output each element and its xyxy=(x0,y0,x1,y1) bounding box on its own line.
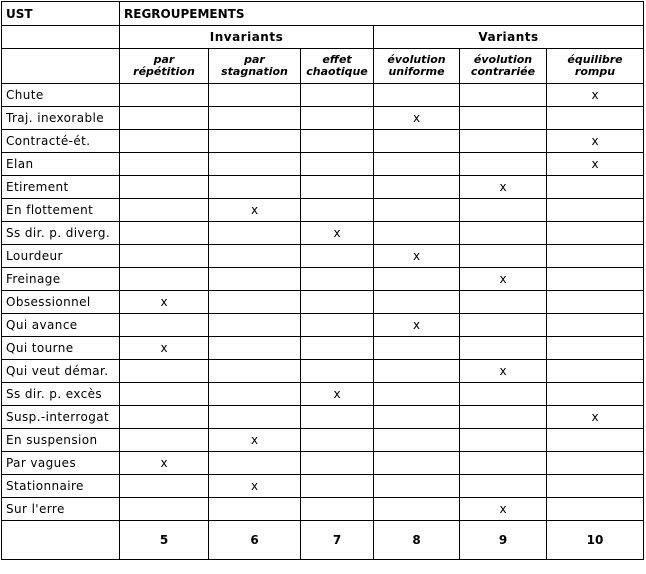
mark-cell xyxy=(460,84,547,107)
column-header-line2: répétition xyxy=(133,65,195,78)
mark-cell xyxy=(301,199,374,222)
header-row-2 xyxy=(2,26,644,49)
mark-cell: x xyxy=(547,84,644,107)
mark-cell xyxy=(120,199,209,222)
mark-cell xyxy=(547,245,644,268)
mark-cell xyxy=(374,429,460,452)
mark-cell xyxy=(120,245,209,268)
mark-cell xyxy=(301,314,374,337)
mark-cell xyxy=(301,475,374,498)
mark-cell xyxy=(120,222,209,245)
mark-cell: x xyxy=(374,245,460,268)
mark-cell xyxy=(460,406,547,429)
mark-cell xyxy=(547,452,644,475)
mark-cell xyxy=(209,84,301,107)
table-row xyxy=(2,107,644,130)
table-row xyxy=(2,130,644,153)
table-row xyxy=(2,176,644,199)
mark-cell xyxy=(374,291,460,314)
table-row xyxy=(2,383,644,406)
mark-cell xyxy=(547,268,644,291)
table-row xyxy=(2,452,644,475)
table-row xyxy=(2,429,644,452)
mark-cell xyxy=(547,291,644,314)
mark-cell xyxy=(547,429,644,452)
total-cell: 10 xyxy=(547,521,644,560)
column-header-line1: équilibre xyxy=(567,53,623,66)
row-label: Par vagues xyxy=(2,452,120,475)
mark-cell: x xyxy=(547,406,644,429)
row-label: Etirement xyxy=(2,176,120,199)
row-label: Sur l'erre xyxy=(2,498,120,521)
column-header xyxy=(374,49,460,84)
mark-cell xyxy=(301,406,374,429)
mark-cell xyxy=(120,130,209,153)
mark-cell: x xyxy=(547,130,644,153)
mark-cell xyxy=(374,199,460,222)
mark-cell xyxy=(209,406,301,429)
mark-cell xyxy=(120,475,209,498)
table-row xyxy=(2,245,644,268)
total-cell: 8 xyxy=(374,521,460,560)
mark-cell xyxy=(301,176,374,199)
column-header xyxy=(301,49,374,84)
mark-cell: x xyxy=(120,291,209,314)
row-label: En suspension xyxy=(2,429,120,452)
mark-cell xyxy=(120,314,209,337)
table-row xyxy=(2,153,644,176)
column-header-line2: uniforme xyxy=(388,65,445,78)
column-header xyxy=(547,49,644,84)
table-row xyxy=(2,222,644,245)
table-row xyxy=(2,475,644,498)
mark-cell: x xyxy=(460,176,547,199)
mark-cell xyxy=(374,268,460,291)
mark-cell xyxy=(547,107,644,130)
mark-cell: x xyxy=(209,429,301,452)
mark-cell xyxy=(547,222,644,245)
mark-cell xyxy=(301,153,374,176)
column-header-line2: rompu xyxy=(574,65,616,78)
mark-cell xyxy=(374,498,460,521)
mark-cell xyxy=(209,107,301,130)
column-header-line1: évolution xyxy=(473,53,533,66)
mark-cell xyxy=(209,153,301,176)
mark-cell xyxy=(460,337,547,360)
mark-cell xyxy=(301,107,374,130)
mark-cell xyxy=(209,176,301,199)
mark-cell: x xyxy=(120,337,209,360)
mark-cell xyxy=(301,360,374,383)
mark-cell xyxy=(301,84,374,107)
mark-cell xyxy=(301,245,374,268)
mark-cell xyxy=(301,498,374,521)
mark-cell xyxy=(120,153,209,176)
mark-cell xyxy=(120,176,209,199)
mark-cell xyxy=(460,199,547,222)
mark-cell xyxy=(374,222,460,245)
mark-cell xyxy=(209,291,301,314)
total-cell: 7 xyxy=(301,521,374,560)
mark-cell xyxy=(460,153,547,176)
mark-cell xyxy=(374,84,460,107)
mark-cell xyxy=(374,406,460,429)
mark-cell xyxy=(120,107,209,130)
mark-cell xyxy=(460,452,547,475)
mark-cell xyxy=(547,337,644,360)
mark-cell xyxy=(301,291,374,314)
ust-header: UST xyxy=(2,2,120,26)
total-cell: 6 xyxy=(209,521,301,560)
mark-cell xyxy=(460,130,547,153)
invariants-header: Invariants xyxy=(120,26,374,49)
mark-cell xyxy=(374,337,460,360)
mark-cell xyxy=(209,222,301,245)
total-cell: 9 xyxy=(460,521,547,560)
mark-cell xyxy=(301,337,374,360)
table-row xyxy=(2,360,644,383)
mark-cell xyxy=(547,360,644,383)
row-label: Traj. inexorable xyxy=(2,107,120,130)
mark-cell xyxy=(301,429,374,452)
mark-cell xyxy=(547,475,644,498)
table-row xyxy=(2,84,644,107)
mark-cell xyxy=(120,429,209,452)
mark-cell: x xyxy=(547,153,644,176)
row-label: Susp.-interrogat xyxy=(2,406,120,429)
mark-cell xyxy=(374,360,460,383)
row-label: En flottement xyxy=(2,199,120,222)
column-header-line1: par xyxy=(153,53,175,66)
table-row xyxy=(2,337,644,360)
mark-cell xyxy=(301,452,374,475)
mark-cell: x xyxy=(374,314,460,337)
totals-row xyxy=(2,521,644,560)
mark-cell xyxy=(460,107,547,130)
empty-subheader-cell xyxy=(2,49,120,84)
row-label: Freinage xyxy=(2,268,120,291)
ust-regroupements-table xyxy=(1,1,644,560)
mark-cell xyxy=(120,406,209,429)
row-label: Ss dir. p. diverg. xyxy=(2,222,120,245)
mark-cell xyxy=(374,475,460,498)
mark-cell: x xyxy=(301,222,374,245)
mark-cell xyxy=(547,498,644,521)
header-row-1 xyxy=(2,2,644,26)
row-label: Qui veut démar. xyxy=(2,360,120,383)
mark-cell xyxy=(120,268,209,291)
column-header xyxy=(209,49,301,84)
column-header-line2: contrariée xyxy=(470,65,536,78)
mark-cell xyxy=(374,130,460,153)
mark-cell xyxy=(120,84,209,107)
mark-cell: x xyxy=(374,107,460,130)
total-cell: 5 xyxy=(120,521,209,560)
row-label: Ss dir. p. excès xyxy=(2,383,120,406)
mark-cell xyxy=(460,475,547,498)
row-label: Chute xyxy=(2,84,120,107)
row-label: Elan xyxy=(2,153,120,176)
mark-cell xyxy=(120,383,209,406)
mark-cell xyxy=(547,314,644,337)
mark-cell xyxy=(209,498,301,521)
mark-cell xyxy=(120,498,209,521)
table-row xyxy=(2,314,644,337)
mark-cell: x xyxy=(460,360,547,383)
table-row xyxy=(2,406,644,429)
row-label: Qui avance xyxy=(2,314,120,337)
mark-cell xyxy=(460,245,547,268)
column-header-line1: effet xyxy=(322,53,352,66)
row-label: Qui tourne xyxy=(2,337,120,360)
mark-cell: x xyxy=(209,199,301,222)
empty-header-cell xyxy=(2,26,120,49)
row-label: Contracté-ét. xyxy=(2,130,120,153)
mark-cell xyxy=(374,452,460,475)
variants-header: Variants xyxy=(374,26,644,49)
mark-cell xyxy=(374,153,460,176)
mark-cell xyxy=(209,452,301,475)
mark-cell: x xyxy=(120,452,209,475)
column-header xyxy=(460,49,547,84)
column-header-line1: par xyxy=(244,53,265,66)
mark-cell: x xyxy=(209,475,301,498)
mark-cell xyxy=(301,268,374,291)
mark-cell: x xyxy=(460,268,547,291)
mark-cell xyxy=(374,176,460,199)
column-header-line2: chaotique xyxy=(306,65,368,78)
regroupements-header: REGROUPEMENTS xyxy=(120,2,644,26)
mark-cell xyxy=(547,199,644,222)
mark-cell xyxy=(374,383,460,406)
mark-cell xyxy=(547,176,644,199)
mark-cell xyxy=(460,291,547,314)
empty-totals-cell xyxy=(2,521,120,560)
table-row xyxy=(2,199,644,222)
table-row xyxy=(2,498,644,521)
mark-cell xyxy=(301,130,374,153)
column-header-line2: stagnation xyxy=(221,65,288,78)
mark-cell: x xyxy=(301,383,374,406)
mark-cell xyxy=(460,429,547,452)
mark-cell xyxy=(209,268,301,291)
table-row xyxy=(2,291,644,314)
mark-cell xyxy=(209,245,301,268)
mark-cell xyxy=(209,314,301,337)
mark-cell xyxy=(209,360,301,383)
mark-cell xyxy=(547,383,644,406)
mark-cell xyxy=(120,360,209,383)
mark-cell xyxy=(460,222,547,245)
table-row xyxy=(2,268,644,291)
mark-cell xyxy=(209,130,301,153)
column-header xyxy=(120,49,209,84)
mark-cell xyxy=(209,383,301,406)
mark-cell xyxy=(460,314,547,337)
row-label: Lourdeur xyxy=(2,245,120,268)
row-label: Stationnaire xyxy=(2,475,120,498)
mark-cell xyxy=(460,383,547,406)
mark-cell: x xyxy=(460,498,547,521)
mark-cell xyxy=(209,337,301,360)
column-header-line1: évolution xyxy=(387,53,446,66)
row-label: Obsessionnel xyxy=(2,291,120,314)
subheader-row xyxy=(2,49,644,84)
